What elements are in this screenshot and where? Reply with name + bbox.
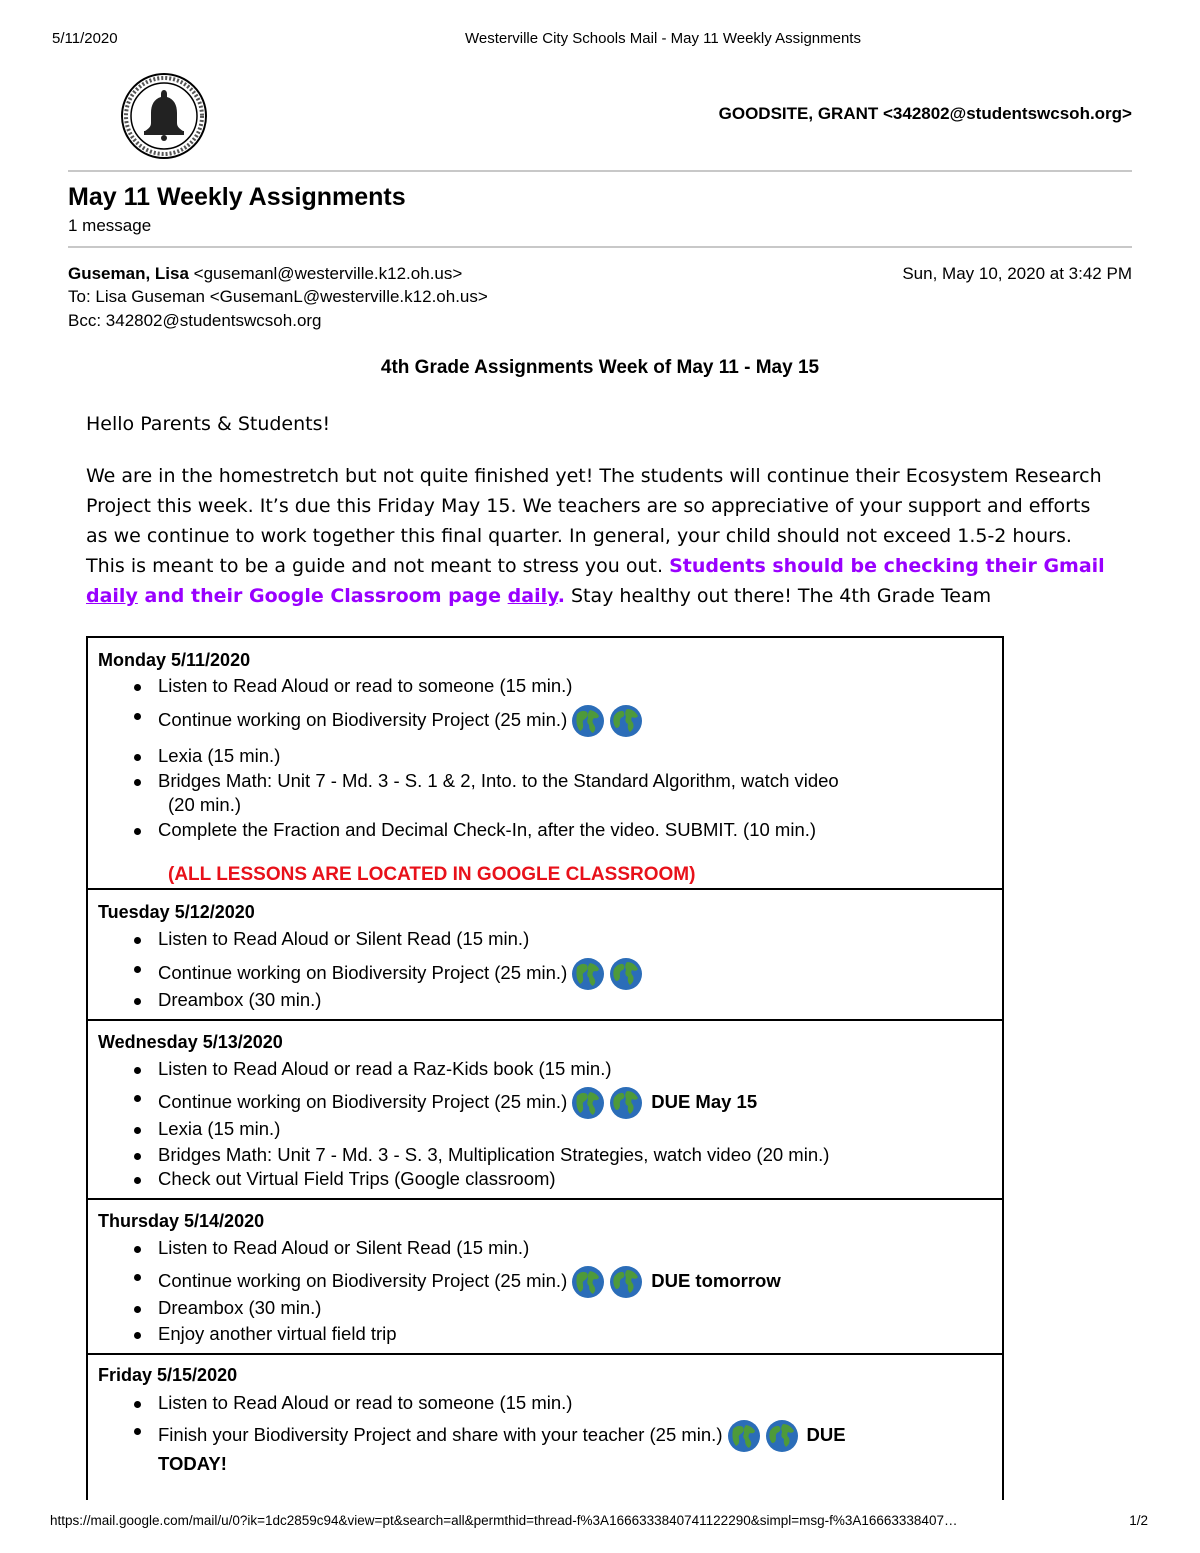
list-item: Listen to Read Aloud or Silent Read (15 min.) — [158, 1237, 530, 1258]
sign-off: Stay healthy out there! The 4th Grade Team — [564, 585, 992, 607]
day-box-thursday — [86, 1198, 1004, 1354]
earth-pair — [567, 957, 643, 991]
list-item: Enjoy another virtual field trip — [158, 1323, 397, 1344]
list-item — [158, 704, 643, 738]
assignments-heading: 4th Grade Assignments Week of May 11 - May 15 — [380, 357, 820, 378]
intro-text: We are in the homestretch but not quite finished yet! The students will continue their Ecosystem Research Project this week. It’s due this Friday May 15. We teachers are so appreciative of your support and efforts as we continue to work together this final quarter. In general, your child should not exceed 1.5-2 hours. This is meant to be a guide and not meant to stress you out. — [86, 465, 1102, 577]
divider — [68, 246, 1132, 248]
earth-pair — [567, 1086, 643, 1120]
list-item-continuation: (20 min.) — [168, 794, 241, 815]
list-item: Listen to Read Aloud or read to someone (15 min.) — [158, 1392, 573, 1413]
page-number: 1/2 — [1129, 1513, 1148, 1528]
reminder-text: Students should be checking their Gmail — [669, 555, 1105, 577]
earth-pair — [723, 1419, 799, 1453]
list-item: Listen to Read Aloud or read a Raz-Kids book (15 min.) — [158, 1058, 612, 1079]
print-title: Westerville City Schools Mail - May 11 Weekly Assignments — [465, 30, 861, 47]
list-item: Lexia (15 min.) — [158, 1118, 281, 1139]
due-label: DUE — [806, 1423, 846, 1445]
intro-paragraph — [86, 461, 1116, 611]
list-item: Bridges Math: Unit 7 - Md. 3 - S. 3, Multiplication Strategies, watch video (20 min.) — [158, 1144, 830, 1165]
message-count: 1 message — [68, 216, 152, 235]
list-item: Listen to Read Aloud or Silent Read (15 min.) — [158, 928, 530, 949]
day-box-friday — [86, 1353, 1004, 1500]
sender-name: Guseman, Lisa — [68, 264, 189, 283]
globe-earth-icon — [571, 1086, 605, 1120]
list-item: Bridges Math: Unit 7 - Md. 3 - S. 1 & 2, Into. to the Standard Algorithm, watch video — [158, 770, 839, 791]
globe-earth-icon — [609, 704, 643, 738]
due-label-continuation: TODAY! — [158, 1453, 227, 1474]
day-box-monday — [86, 636, 1004, 889]
globe-earth-icon — [571, 1265, 605, 1299]
list-item — [158, 1419, 846, 1453]
sent-date: Sun, May 10, 2020 at 3:42 PM — [902, 264, 1132, 283]
bcc-line: Bcc: 342802@studentswcsoh.org — [68, 311, 322, 330]
list-item: Listen to Read Aloud or read to someone (15 min.) — [158, 675, 573, 696]
greeting: Hello Parents & Students! — [86, 413, 331, 435]
to-line: To: Lisa Guseman <GusemanL@westerville.k12.oh.us> — [68, 287, 488, 306]
divider — [68, 170, 1132, 172]
print-date: 5/11/2020 — [52, 30, 118, 47]
page-url[interactable]: https://mail.google.com/mail/u/0?ik=1dc2859c94&view=pt&search=all&permthid=thread-f%3A1666333840741122290&simpl=msg-f%3A16663338407… — [50, 1513, 958, 1528]
list-item: Dreambox (30 min.) — [158, 1297, 322, 1318]
due-label: DUE May 15 — [651, 1090, 758, 1112]
globe-earth-icon — [765, 1419, 799, 1453]
day-title: Monday 5/11/2020 — [98, 650, 251, 670]
list-item — [158, 957, 643, 991]
globe-earth-icon — [571, 957, 605, 991]
item-text: Continue working on Biodiversity Project (25 min.) — [158, 961, 568, 983]
email-subject: May 11 Weekly Assignments — [68, 183, 406, 211]
list-item — [158, 1265, 781, 1299]
globe-earth-icon — [571, 704, 605, 738]
reminder-text: and their Google Classroom page — [137, 585, 508, 607]
account-owner: GOODSITE, GRANT <342802@studentswcsoh.org> — [718, 104, 1132, 123]
item-text: Continue working on Biodiversity Project (25 min.) — [158, 1090, 568, 1112]
day-box-wednesday — [86, 1019, 1004, 1199]
reminder-text: . — [557, 585, 565, 607]
item-text: Finish your Biodiversity Project and share with your teacher (25 min.) — [158, 1423, 723, 1445]
list-item: Complete the Fraction and Decimal Check-In, after the video. SUBMIT. (10 min.) — [158, 819, 817, 840]
sender-line — [68, 264, 462, 284]
globe-earth-icon — [609, 1086, 643, 1120]
day-title: Tuesday 5/12/2020 — [98, 902, 255, 922]
day-title: Wednesday 5/13/2020 — [98, 1032, 283, 1052]
day-title: Thursday 5/14/2020 — [98, 1211, 265, 1231]
globe-earth-icon — [727, 1419, 761, 1453]
earth-pair — [567, 704, 643, 738]
item-text: Continue working on Biodiversity Project (25 min.) — [158, 1269, 568, 1291]
lessons-location-note: (ALL LESSONS ARE LOCATED IN GOOGLE CLASSROOM) — [168, 864, 696, 885]
due-label: DUE tomorrow — [651, 1269, 781, 1291]
list-item: Lexia (15 min.) — [158, 745, 281, 766]
day-title: Friday 5/15/2020 — [98, 1365, 238, 1385]
earth-pair — [567, 1265, 643, 1299]
list-item — [158, 1086, 757, 1120]
sender-email[interactable]: <gusemanl@westerville.k12.oh.us> — [193, 264, 463, 283]
day-box-tuesday — [86, 888, 1004, 1020]
daily-underline: daily — [507, 585, 558, 607]
globe-earth-icon — [609, 1265, 643, 1299]
globe-earth-icon — [609, 957, 643, 991]
list-item: Check out Virtual Field Trips (Google classroom) — [158, 1168, 556, 1189]
school-bell-seal-icon — [120, 72, 208, 160]
daily-underline: daily — [86, 585, 138, 607]
list-item: Dreambox (30 min.) — [158, 989, 322, 1010]
item-text: Continue working on Biodiversity Project (25 min.) — [158, 708, 568, 730]
